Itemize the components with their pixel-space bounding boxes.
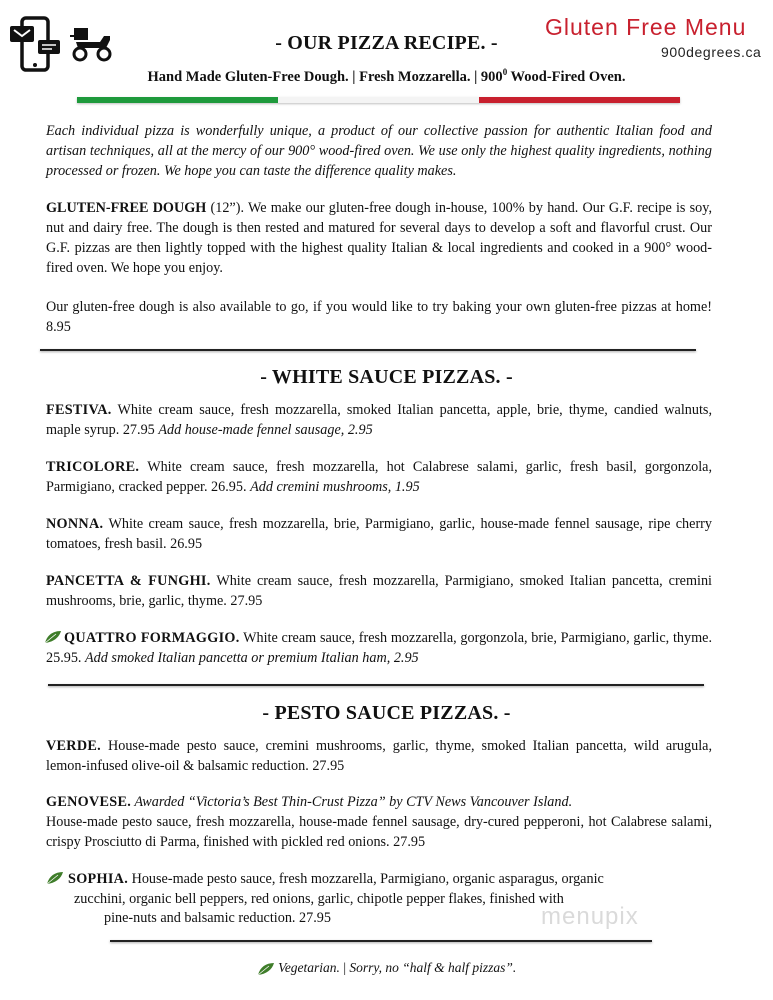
item-name: SOPHIA. xyxy=(68,871,129,887)
footer-note xyxy=(0,960,773,976)
recipe-features xyxy=(0,67,773,86)
dough-description xyxy=(46,198,712,278)
white-sauce-title: - WHITE SAUCE PIZZAS. - xyxy=(260,366,513,388)
dough-to-go: Our gluten-free dough is also available to go, if you would like to try baking your own gluten-free pizzas at home! 8.95 xyxy=(46,299,712,335)
item-name: VERDE. xyxy=(46,738,102,754)
dough-label: GLUTEN-FREE DOUGH xyxy=(46,200,207,216)
item-addon: Add smoked Italian pancetta or premium Italian ham, 2.95 xyxy=(85,650,419,666)
item-verde xyxy=(46,736,712,776)
dough-text: (12”). We make our gluten-free dough in-house, 100% by hand. Our G.F. recipe is soy, nut and dairy free. The dough is then rested and matured for several days to develop a soft and flavorful crust. Our G.F. pizzas are then lightly topped with the highest quality Italian & local ingredients and cooked in a 900° wood-fired oven. We hope you enjoy. xyxy=(46,200,712,276)
item-addon: Add cremini mushrooms, 1.95 xyxy=(250,479,420,495)
item-pancetta-funghi xyxy=(46,571,712,611)
item-festiva xyxy=(46,400,712,440)
item-name: NONNA. xyxy=(46,516,104,532)
features-part1: Hand Made Gluten-Free Dough. | Fresh Mozzarella. | 900 xyxy=(147,68,503,85)
divider-2 xyxy=(48,684,704,686)
recipe-title: - OUR PIZZA RECIPE. - xyxy=(275,32,498,54)
item-award: Awarded “Victoria’s Best Thin-Crust Pizza” by CTV News Vancouver Island. xyxy=(131,794,573,810)
vegetarian-leaf-icon xyxy=(46,871,64,885)
intro-text: Each individual pizza is wonderfully unique, a product of our collective passion for authentic Italian food and artisan techniques, all at the mercy of our 900° wood-fired oven. We use only the highest quality ingredients, nothing processed or frozen. We hope you can taste the difference quality makes. xyxy=(46,123,712,179)
item-nonna xyxy=(46,514,712,554)
item-desc: White cream sauce, fresh mozzarella, Parmigiano, smoked Italian pancetta, cremini mushrooms, brie, garlic, thyme. 27.95 xyxy=(46,573,712,609)
item-genovese-award xyxy=(46,792,712,812)
item-genovese-desc: House-made pesto sauce, fresh mozzarella, house-made fennel sausage, dry-cured pepperoni, hot Calabrese salami, crispy Prosciutto di Parma, finished with pickled red onions. 27.95 xyxy=(46,814,712,850)
flag-white xyxy=(278,97,479,103)
item-name: QUATTRO FORMAGGIO. xyxy=(64,630,240,646)
item-tricolore xyxy=(46,457,712,497)
half-half-note: Sorry, no “half & half pizzas”. xyxy=(349,960,517,975)
item-sophia-line2: zucchini, organic bell peppers, red onions, garlic, chipotle pepper flakes, finished with xyxy=(74,891,564,907)
item-name: GENOVESE. xyxy=(46,794,132,810)
item-desc: House-made pesto sauce, fresh mozzarella, Parmigiano, organic asparagus, organic xyxy=(128,871,604,887)
flag-green xyxy=(77,97,278,103)
italian-flag-bar xyxy=(77,97,680,103)
item-quattro-formaggio xyxy=(46,628,712,668)
divider-3 xyxy=(110,940,652,942)
item-name: FESTIVA. xyxy=(46,402,112,418)
item-name: TRICOLORE. xyxy=(46,459,140,475)
website-link[interactable]: 900degrees.ca xyxy=(661,44,762,60)
pesto-sauce-title: - PESTO SAUCE PIZZAS. - xyxy=(262,702,511,724)
footer-separator: | xyxy=(343,960,347,975)
menu-brand-title: Gluten Free Menu xyxy=(545,14,747,40)
features-degree: 0 xyxy=(502,67,508,77)
watermark: menupix xyxy=(541,903,639,930)
item-desc: House-made pesto sauce, cremini mushrooms, garlic, thyme, smoked Italian pancetta, wild arugula, lemon-infused olive-oil & balsamic reduction. 27.95 xyxy=(46,738,712,774)
vegetarian-leaf-icon xyxy=(257,962,275,976)
item-desc: White cream sauce, fresh mozzarella, gorgonzola, brie, Parmigiano, garlic, thyme. 25.95. xyxy=(46,630,712,666)
features-part2: Wood-Fired Oven. xyxy=(507,68,626,85)
item-desc: White cream sauce, fresh mozzarella, hot Calabrese salami, garlic, fresh basil, gorgonzola, Parmigiano, cracked pepper. 26.95. xyxy=(46,459,712,495)
flag-red xyxy=(479,97,680,103)
item-desc: White cream sauce, fresh mozzarella, smoked Italian pancetta, apple, brie, thyme, candied walnuts, maple syrup. 27.95 xyxy=(46,402,712,438)
item-addon: Add house-made fennel sausage, 2.95 xyxy=(158,422,373,438)
item-name: PANCETTA & FUNGHI. xyxy=(46,573,211,589)
vegetarian-label: Vegetarian. xyxy=(278,960,340,975)
item-sophia-line1 xyxy=(68,869,718,889)
item-desc: White cream sauce, fresh mozzarella, brie, Parmigiano, garlic, house-made fennel sausage, ripe cherry tomatoes, fresh basil. 26.95 xyxy=(46,516,712,552)
divider-1 xyxy=(40,349,696,351)
item-sophia-line3: pine-nuts and balsamic reduction. 27.95 xyxy=(104,910,331,926)
